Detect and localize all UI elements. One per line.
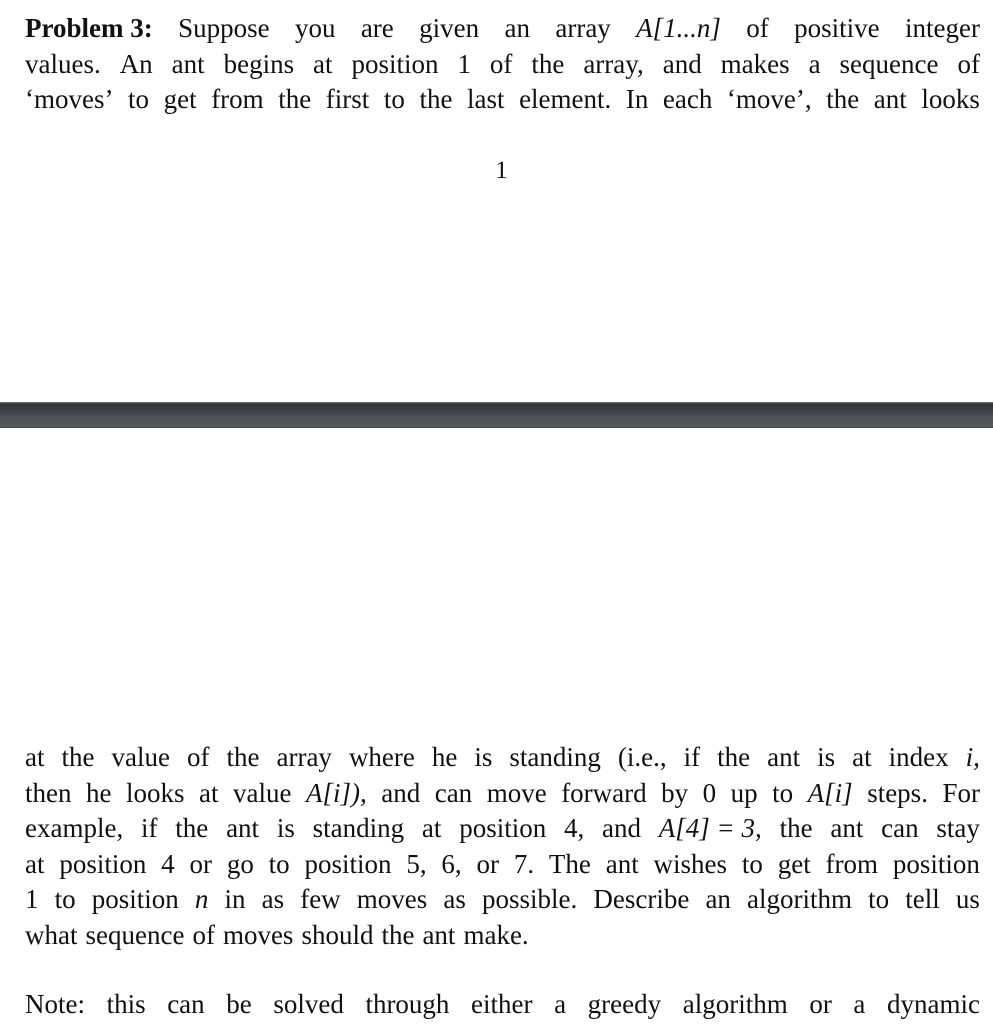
text-line (25, 776, 980, 812)
word: 0 (702, 777, 717, 808)
word: an (705, 884, 731, 914)
word: of (746, 13, 769, 43)
word: array (555, 13, 611, 43)
word: by (661, 777, 689, 808)
word: at (25, 742, 45, 772)
word: to (772, 777, 794, 808)
word: or (189, 848, 212, 879)
word: in (224, 884, 246, 914)
word: is (474, 742, 493, 772)
word: 1 (25, 884, 39, 914)
word: position (304, 848, 392, 879)
word: wishes (653, 848, 728, 879)
word: each (662, 84, 713, 114)
word: ant (767, 742, 801, 772)
word: Describe (593, 884, 690, 914)
word: and (602, 813, 642, 843)
word: 6, (441, 848, 462, 879)
word: example, (25, 813, 124, 843)
word: For (942, 777, 980, 808)
word: either (471, 989, 533, 1019)
word: to (128, 84, 150, 114)
word: the (381, 919, 415, 950)
problem-statement-continued (25, 740, 980, 953)
word: sequence (85, 919, 185, 950)
word: the (717, 742, 751, 772)
word: where (348, 742, 415, 772)
text-line (25, 882, 980, 918)
word: looks (921, 84, 980, 114)
word: dynamic (886, 989, 980, 1019)
word: steps. (867, 777, 928, 808)
word: algorithm (747, 884, 853, 914)
word: then (25, 777, 72, 808)
word: Suppose (178, 13, 270, 43)
word: the (779, 813, 813, 843)
text-line (25, 47, 980, 83)
word: greedy (587, 989, 662, 1019)
word: A[i] (807, 777, 853, 808)
word: Note: (25, 989, 85, 1019)
problem-statement-start (25, 11, 980, 118)
word: to (383, 84, 405, 114)
word: ant (873, 84, 907, 114)
word: value (233, 777, 292, 808)
word: should (301, 919, 374, 950)
page-break-separator (0, 402, 993, 428)
word: can (434, 777, 473, 808)
word: you (294, 13, 336, 43)
text-line (25, 811, 980, 847)
word: a (853, 989, 866, 1019)
word: A[1...n] (636, 13, 721, 43)
word: first (325, 84, 370, 114)
word: 5, (406, 848, 427, 879)
word: (i.e., (617, 742, 667, 772)
word: is (276, 813, 295, 843)
word: if (683, 742, 701, 772)
word: forward (561, 777, 647, 808)
word: and (381, 777, 421, 808)
word: the (226, 742, 260, 772)
word: 7. (513, 848, 535, 879)
word: i, (965, 742, 980, 772)
word: are (360, 13, 394, 43)
word: A[i]), (305, 777, 367, 808)
word: solved (273, 989, 344, 1019)
page-number: 1 (495, 157, 508, 184)
text-line (25, 987, 980, 1023)
word: ant (605, 848, 639, 879)
word: The (548, 848, 591, 879)
word: position (59, 848, 147, 879)
word: from (211, 84, 264, 114)
word: the (531, 48, 565, 79)
word: at (421, 813, 442, 843)
word: algorithm (682, 989, 788, 1019)
word: ant (422, 919, 456, 950)
word: at (313, 48, 333, 79)
word: can (167, 989, 205, 1019)
word: get (777, 848, 811, 879)
word: moves (222, 919, 294, 950)
word: this (106, 989, 146, 1019)
word: move (486, 777, 547, 808)
word: positive (794, 13, 880, 43)
word: position (459, 813, 547, 843)
word: the (826, 84, 860, 114)
word: 4, (564, 813, 585, 843)
word: through (365, 989, 450, 1019)
word: is (817, 742, 836, 772)
word: A[4] = 3, (658, 813, 762, 843)
word: possible. (482, 884, 578, 914)
word: from (825, 848, 879, 879)
word: position (351, 48, 439, 79)
word: at (852, 742, 872, 772)
word: at (199, 777, 219, 808)
word: given (419, 13, 480, 43)
word: few (300, 884, 341, 914)
word: looks (125, 777, 185, 808)
word: make. (463, 919, 529, 950)
word: if (141, 813, 158, 843)
problem-label: Problem 3: (25, 13, 153, 43)
word: array (276, 742, 332, 772)
word: value (111, 742, 170, 772)
word: to (268, 848, 290, 879)
word: a (808, 48, 821, 79)
word: element. (519, 84, 612, 114)
word: or (809, 989, 832, 1019)
word: to (868, 884, 890, 914)
word: moves (356, 884, 428, 914)
word: standing (509, 742, 601, 772)
word: up (730, 777, 758, 808)
word: index (888, 742, 949, 772)
text-line (25, 11, 980, 47)
word: standing (312, 813, 405, 843)
word: ‘moves’ (25, 84, 114, 114)
word: get (163, 84, 197, 114)
word: of (957, 48, 980, 79)
word: array, (583, 48, 644, 79)
note-paragraph (25, 987, 980, 1023)
word: can (881, 813, 919, 843)
word: ‘move’, (726, 84, 812, 114)
word: integer (905, 13, 980, 43)
word: as (443, 884, 466, 914)
word: 1 (457, 48, 471, 79)
word: or (476, 848, 499, 879)
word: he (431, 742, 458, 772)
word: the (278, 84, 312, 114)
word: makes (720, 48, 790, 79)
word: at (25, 848, 45, 879)
word: an (504, 13, 530, 43)
word: tell (905, 884, 940, 914)
word: An (119, 48, 153, 79)
word: to (741, 848, 763, 879)
word: and (662, 48, 702, 79)
word: go (226, 848, 254, 879)
word: In (625, 84, 649, 114)
word: last (467, 84, 505, 114)
word: begins (223, 48, 295, 79)
word: the (61, 742, 95, 772)
word: the (175, 813, 209, 843)
word: a (554, 989, 567, 1019)
word: ant (226, 813, 260, 843)
word: he (86, 777, 112, 808)
word: ant (830, 813, 864, 843)
word: us (955, 884, 980, 914)
word: what (25, 919, 78, 950)
text-line (25, 918, 980, 954)
word: of (192, 919, 215, 950)
pdf-page-1 (0, 0, 993, 403)
word: n (194, 884, 209, 914)
word: of (489, 48, 513, 79)
word: position (91, 884, 179, 914)
word: the (419, 84, 453, 114)
word: 4 (161, 848, 175, 879)
word: be (226, 989, 252, 1019)
word: sequence (839, 48, 939, 79)
word: of (186, 742, 210, 772)
word: values. (25, 48, 101, 79)
word: as (261, 884, 285, 914)
word: to (54, 884, 76, 914)
word: ant (171, 48, 205, 79)
text-line (25, 740, 980, 776)
word: stay (936, 813, 980, 843)
text-line (25, 82, 980, 118)
word: position (892, 848, 980, 879)
text-line (25, 847, 980, 883)
